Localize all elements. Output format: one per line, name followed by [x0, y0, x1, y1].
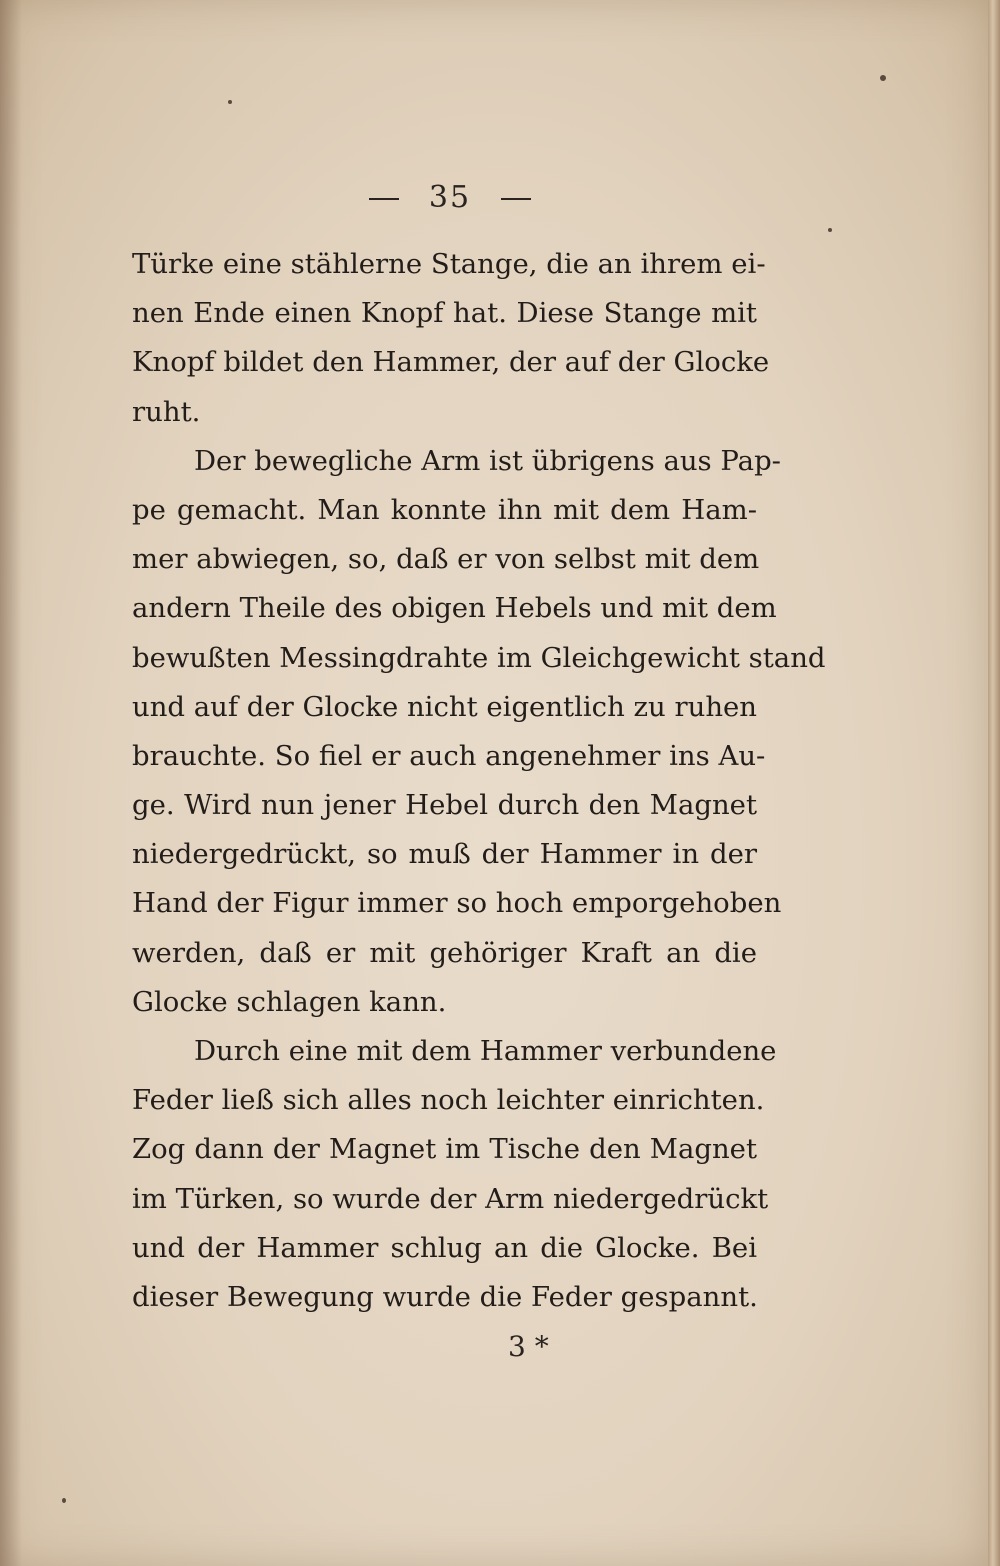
- text-line: Hand der Figur immer so hoch emporgehoben: [132, 887, 782, 920]
- text-line: mer abwiegen, so, daß er von selbst mit dem: [132, 543, 760, 576]
- text-line: ruht.: [132, 395, 201, 428]
- text-line: im Türken, so wurde der Arm niedergedrückt: [132, 1182, 769, 1215]
- text-line: Der bewegliche Arm ist übrigens aus Pap-: [194, 444, 781, 477]
- paper-speck: [828, 228, 832, 232]
- text-line: Glocke schlagen kann.: [132, 985, 447, 1018]
- text-line: und auf der Glocke nicht eigentlich zu ruhen: [132, 690, 758, 723]
- text-line: werden, daß er mit gehöriger Kraft an die: [132, 936, 757, 969]
- body-text: [132, 240, 826, 1322]
- text-line: Türke eine stählerne Stange, die an ihrem ei-: [132, 248, 766, 280]
- text-line: niedergedrückt, so muß der Hammer in der: [132, 838, 757, 871]
- text-line: Feder ließ sich alles noch leichter einrichten.: [132, 1084, 765, 1117]
- paper-speck: [880, 75, 886, 81]
- text-line: und der Hammer schlug an die Glocke. Bei: [132, 1231, 757, 1264]
- text-line: Zog dann der Magnet im Tische den Magnet: [132, 1133, 757, 1166]
- signature-mark: 3 *: [508, 1330, 549, 1363]
- dash-right: [501, 198, 531, 200]
- text-line: dieser Bewegung wurde die Feder gespannt.: [132, 1280, 758, 1313]
- spine-shadow: [0, 0, 22, 1566]
- text-line: brauchte. So fiel er auch angenehmer ins Au-: [132, 739, 766, 772]
- text-line: ge. Wird nun jener Hebel durch den Magnet: [132, 789, 757, 822]
- text-line: pe gemacht. Man konnte ihn mit dem Ham-: [132, 493, 757, 526]
- text-line: Knopf bildet den Hammer, der auf der Glocke: [132, 346, 770, 379]
- page-header: [0, 180, 900, 215]
- page-number: 35: [428, 180, 472, 215]
- paper-speck: [228, 100, 232, 104]
- paper-speck: [62, 1498, 66, 1503]
- text-line: Durch eine mit dem Hammer verbundene: [194, 1035, 777, 1067]
- text-line: nen Ende einen Knopf hat. Diese Stange mit: [132, 297, 757, 330]
- text-line: bewußten Messingdrahte im Gleichgewicht stand: [132, 641, 826, 674]
- dash-left: [369, 198, 399, 200]
- text-line: andern Theile des obigen Hebels und mit dem: [132, 592, 777, 625]
- page-edge: [988, 0, 1000, 1566]
